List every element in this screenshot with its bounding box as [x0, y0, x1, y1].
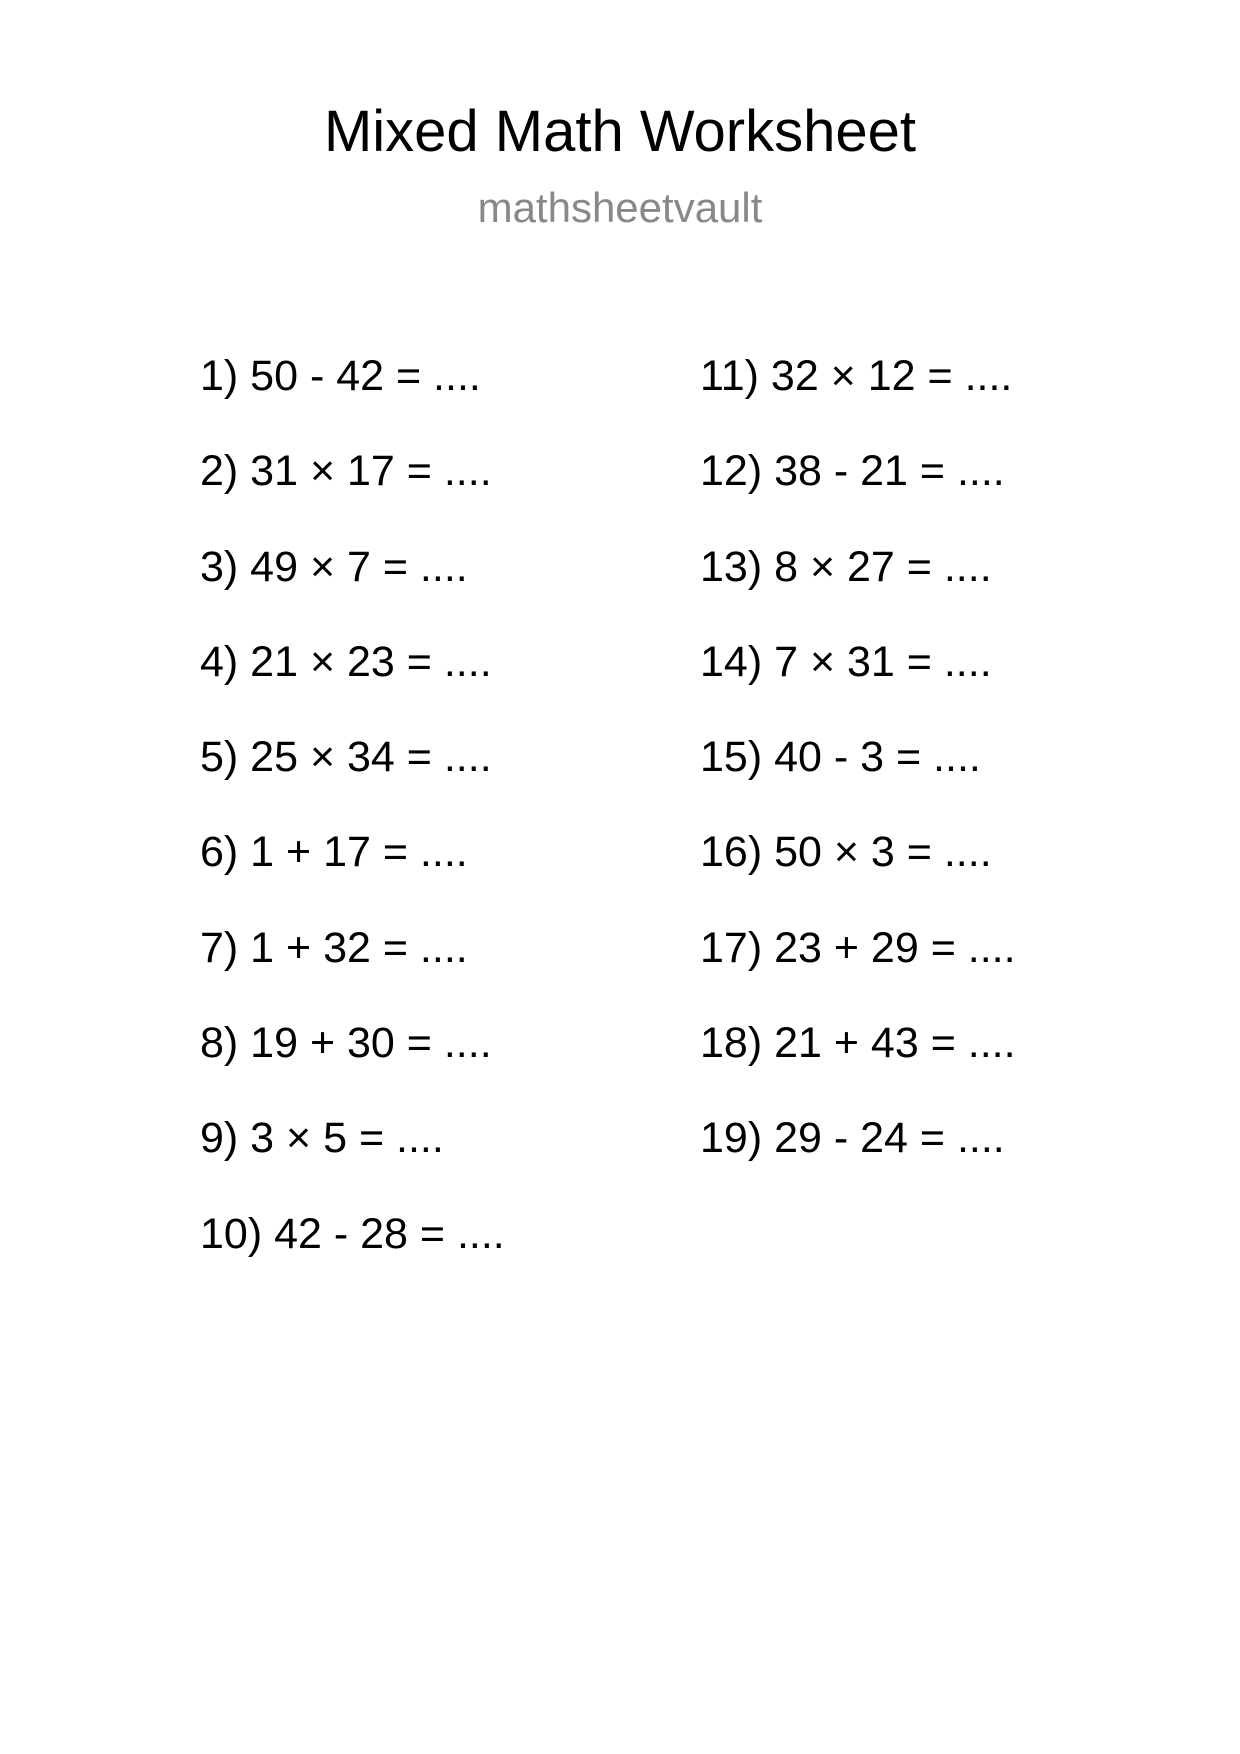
problem-item: 15) 40 - 3 = ....	[700, 733, 981, 782]
problem-item: 6) 1 + 17 = ....	[200, 828, 468, 877]
problem-item: 8) 19 + 30 = ....	[200, 1019, 492, 1068]
problem-item: 7) 1 + 32 = ....	[200, 923, 468, 972]
page-subtitle: mathsheetvault	[477, 184, 763, 231]
problem-item: 1) 50 - 42 = ....	[200, 352, 481, 400]
problem-item: 17) 23 + 29 = ....	[700, 923, 1016, 972]
problem-column-right	[700, 343, 1160, 1201]
problem-item: 13) 8 × 27 = ....	[700, 542, 992, 591]
problem-item: 4) 21 × 23 = ....	[200, 637, 492, 686]
problem-item: 19) 29 - 24 = ....	[700, 1114, 1005, 1163]
problem-item: 3) 49 × 7 = ....	[200, 542, 468, 591]
problem-item: 2) 31 × 17 = ....	[200, 447, 492, 496]
problem-item: 18) 21 + 43 = ....	[700, 1019, 1016, 1068]
problem-item: 14) 7 × 31 = ....	[700, 637, 992, 686]
problem-item: 9) 3 × 5 = ....	[200, 1114, 444, 1163]
page-title: Mixed Math Worksheet	[323, 99, 917, 164]
problem-item: 5) 25 × 34 = ....	[200, 733, 492, 782]
problem-item: 11) 32 × 12 = ....	[700, 352, 1013, 400]
problem-item: 16) 50 × 3 = ....	[700, 828, 992, 877]
problem-item: 10) 42 - 28 = ....	[200, 1209, 505, 1258]
problem-item: 12) 38 - 21 = ....	[700, 447, 1005, 496]
problem-column-left	[200, 343, 660, 1296]
